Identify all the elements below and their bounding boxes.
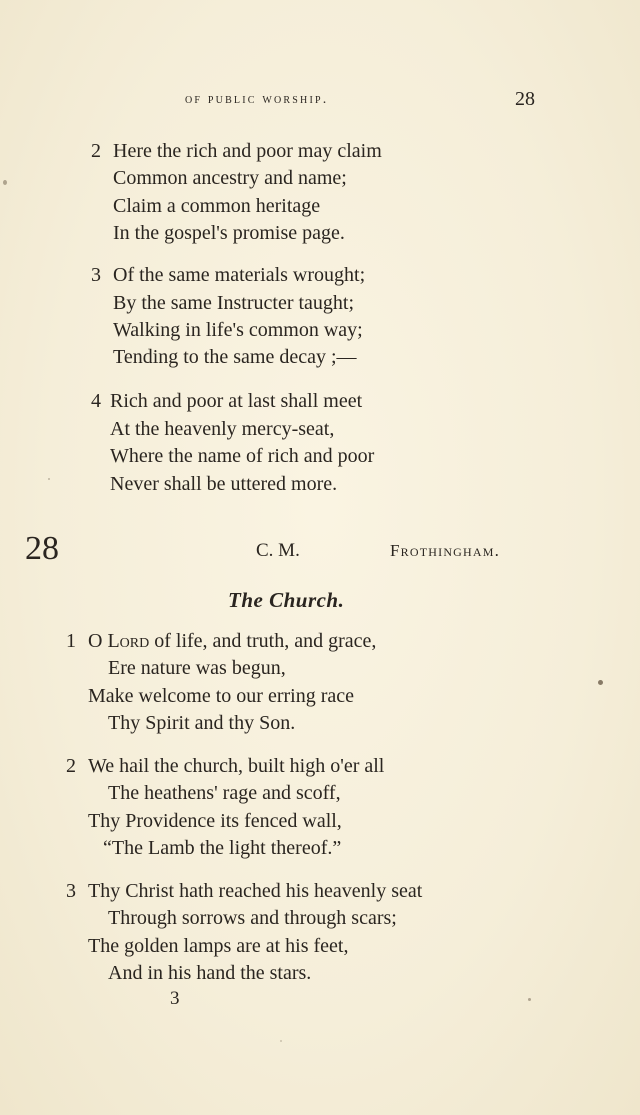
verse-line: Where the name of rich and poor xyxy=(110,445,375,467)
paper-speck xyxy=(48,478,50,480)
paper-speck xyxy=(3,180,7,185)
verse-line: Never shall be uttered more. xyxy=(110,473,338,495)
verse-line: Ere nature was begun, xyxy=(108,657,286,679)
verse-line: Of the same materials wrought; xyxy=(113,264,366,286)
verse-text: of life, and truth, and grace, xyxy=(149,630,377,652)
verse-text: O xyxy=(88,630,108,652)
verse-line: Claim a common heritage xyxy=(113,195,321,217)
verse-line: Thy Spirit and thy Son. xyxy=(108,712,296,734)
verse-line: We hail the church, built high o'er all xyxy=(88,755,385,777)
stanza-number: 2 xyxy=(91,140,101,162)
verse-line: The heathens' rage and scoff, xyxy=(108,782,341,804)
hymn-title: The Church. xyxy=(228,588,345,612)
verse-line: In the gospel's promise page. xyxy=(113,222,345,244)
page-number: 28 xyxy=(515,88,535,110)
signature-mark: 3 xyxy=(170,988,180,1009)
verse-line xyxy=(88,628,376,656)
stanza-number: 1 xyxy=(66,630,76,652)
verse-line: Here the rich and poor may claim xyxy=(113,140,382,162)
paper-speck xyxy=(528,998,531,1001)
verse-line: Thy Providence its fenced wall, xyxy=(88,810,342,832)
verse-line: Through sorrows and through scars; xyxy=(108,907,397,929)
verse-line: “The Lamb the light thereof.” xyxy=(103,837,342,859)
paper-speck xyxy=(598,680,603,685)
verse-line: By the same Instructer taught; xyxy=(113,292,355,314)
hymn-meter: C. M. xyxy=(256,540,300,561)
paper-speck xyxy=(280,1040,282,1042)
verse-line: Tending to the same decay ;— xyxy=(113,346,357,368)
verse-line: Common ancestry and name; xyxy=(113,167,347,189)
hymn-author: Frothingham. xyxy=(390,541,501,560)
stanza-number: 4 xyxy=(91,390,101,412)
verse-line: The golden lamps are at his feet, xyxy=(88,935,349,957)
verse-line: Make welcome to our erring race xyxy=(88,685,354,707)
stanza-number: 2 xyxy=(66,755,76,777)
verse-line: Thy Christ hath reached his heavenly seat xyxy=(88,880,423,902)
stanza-number: 3 xyxy=(66,880,76,902)
lord-small-caps: Lord xyxy=(107,630,150,652)
running-head: of public worship. xyxy=(185,92,329,107)
hymn-number: 28 xyxy=(25,530,59,567)
stanza-number: 3 xyxy=(91,264,101,286)
verse-line: And in his hand the stars. xyxy=(108,962,312,984)
verse-line: Walking in life's common way; xyxy=(113,319,363,341)
verse-line: At the heavenly mercy-seat, xyxy=(110,418,335,440)
verse-line: Rich and poor at last shall meet xyxy=(110,390,363,412)
